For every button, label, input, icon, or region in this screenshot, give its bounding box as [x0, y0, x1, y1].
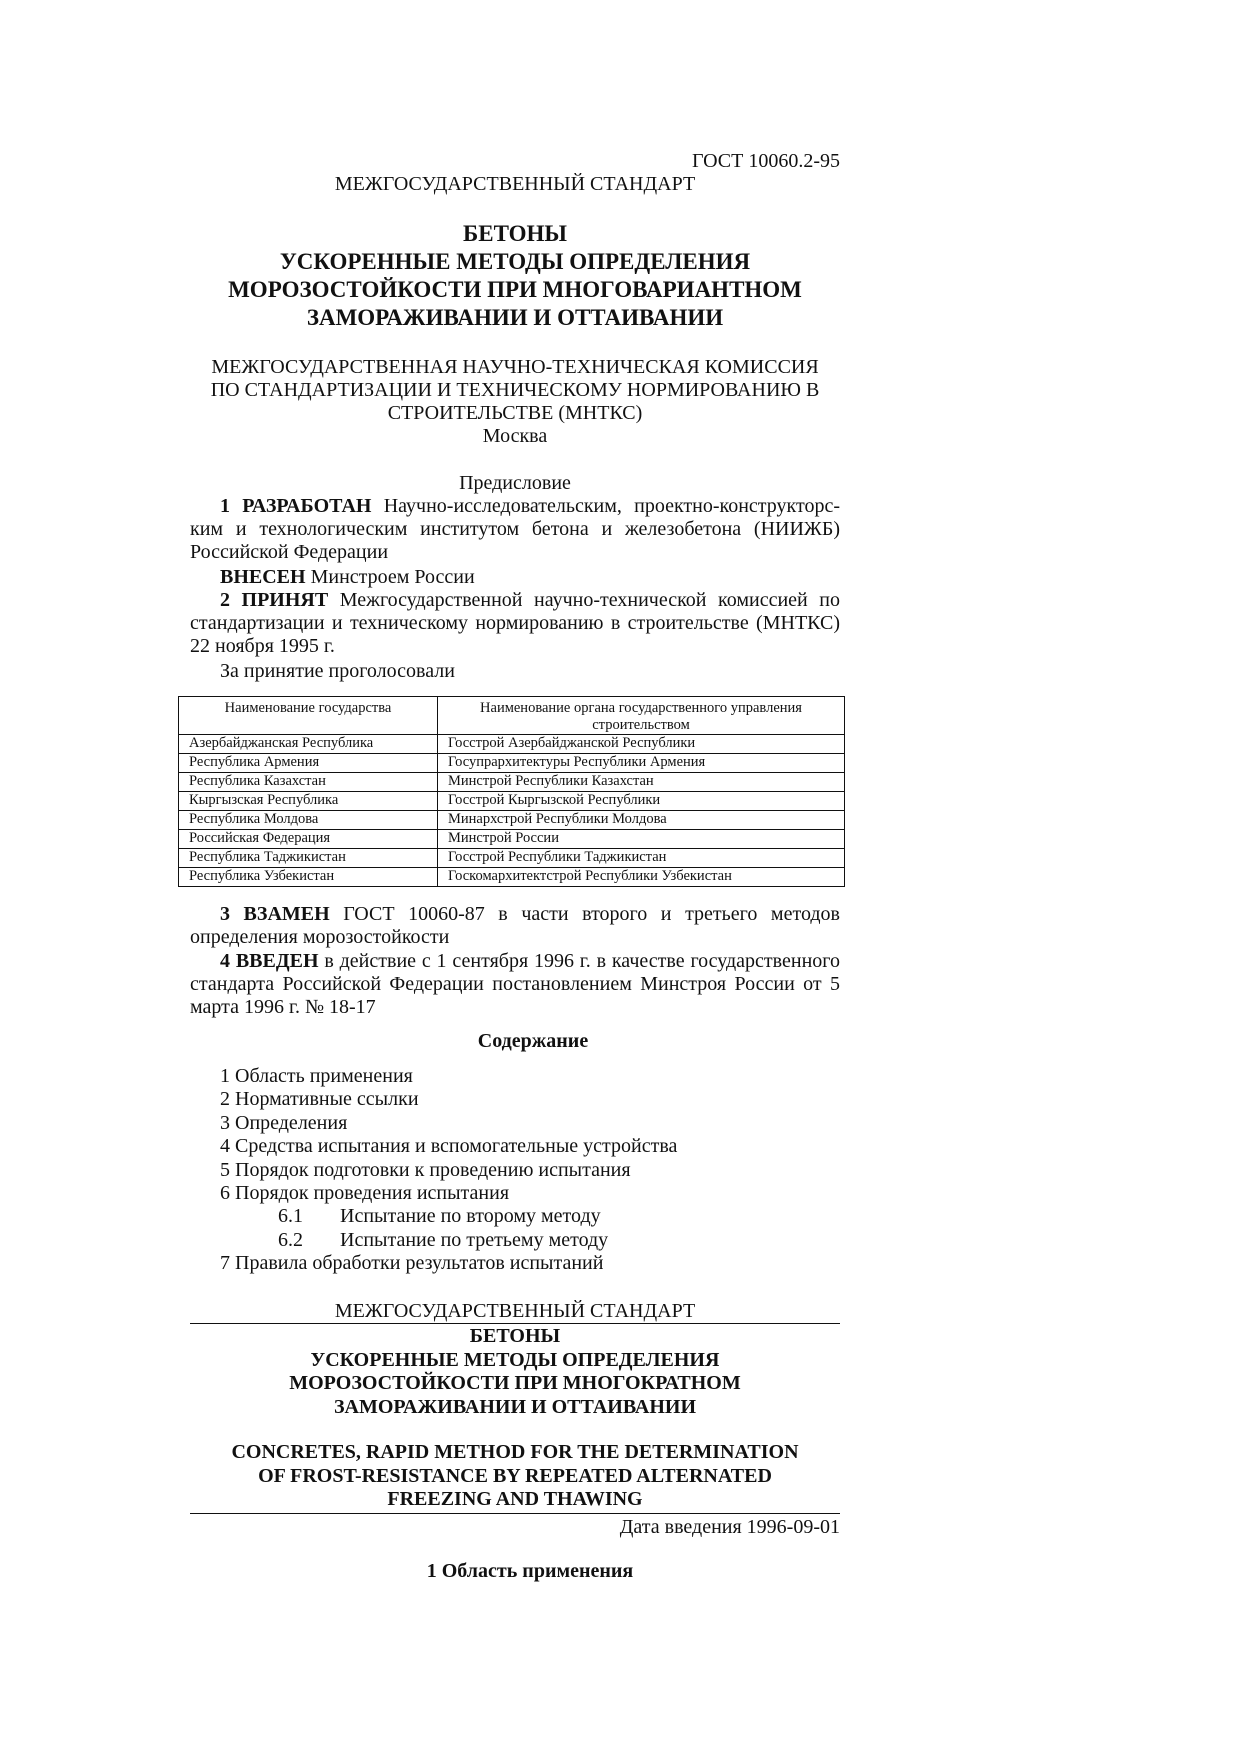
table-cell: Республика Таджикистан [179, 849, 438, 868]
contents-subitem [220, 1229, 677, 1252]
contents-item: 7 Правила обработки результатов испытаний [220, 1252, 604, 1275]
foreword-paragraph-1 [190, 495, 840, 564]
table-cell: Республика Казахстан [179, 773, 438, 792]
publisher-line: СТРОИТЕЛЬСТВЕ (МНТКС) [387, 402, 643, 424]
table-row [179, 754, 845, 773]
voting-table [178, 696, 845, 887]
contents-heading: Содержание [477, 1030, 589, 1052]
table-cell: Минстрой России [438, 830, 845, 849]
en-title-line: FREEZING AND THAWING [387, 1488, 643, 1510]
title-line: УСКОРЕННЫЕ МЕТОДЫ ОПРЕДЕЛЕНИЯ [279, 249, 751, 274]
contents-item: 4 Средства испытания и вспомогательные устройства [220, 1135, 678, 1158]
table-cell: Республика Молдова [179, 811, 438, 830]
table-cell: Азербайджанская Республика [179, 735, 438, 754]
ru-title-line: ЗАМОРАЖИВАНИИ И ОТТАИВАНИИ [333, 1395, 697, 1418]
table-cell: Госстрой Азербайджанской Республики [438, 735, 845, 754]
document-title [190, 220, 840, 332]
publisher-city: Москва [482, 425, 548, 447]
paragraph-text: ГОСТ 10060-87 в части второго и третьего методов определения морозостойкости [190, 903, 840, 948]
paragraph-label: 1 РАЗРАБОТАН [220, 495, 372, 517]
introduced-paragraph [190, 950, 840, 1019]
introduction-date: Дата введения 1996-09-01 [619, 1516, 840, 1538]
contents-list [220, 1065, 677, 1276]
table-cell: Кыргызская Республика [179, 792, 438, 811]
divider [190, 1323, 840, 1324]
subitem-number: 6.2 [278, 1228, 303, 1251]
table-header-cell: Наименование государства [179, 697, 438, 735]
table-cell: Республика Армения [179, 754, 438, 773]
paragraph-text: в действие с 1 сентября 1996 г. в качестве государственного стандарта Российской Федерации постановлением Минстроя России от 5 марта 1996 г. № 18-17 [190, 950, 840, 1018]
subitem-text: Испытание по второму методу [340, 1205, 601, 1228]
paragraph-label: ВНЕСЕН [220, 566, 306, 588]
standard-code: ГОСТ 10060.2-95 [692, 150, 840, 172]
title-line: МОРОЗОСТОЙКОСТИ ПРИ МНОГОВАРИАНТНОМ [228, 277, 802, 302]
publisher-line: МЕЖГОСУДАРСТВЕННАЯ НАУЧНО-ТЕХНИЧЕСКАЯ КОМИССИЯ [211, 356, 819, 378]
contents-item: 2 Нормативные ссылки [220, 1088, 419, 1111]
title-line: БЕТОНЫ [463, 221, 567, 246]
foreword-paragraph-2 [190, 566, 840, 589]
paragraph-text: Научно-исследовательским, проектно-конструкторским и технологическим институтом бетона и железобетона (НИИЖБ) Российской Федерации [190, 495, 841, 563]
section-heading: 1 Область применения [426, 1560, 634, 1582]
contents-item: 5 Порядок подготовки к проведению испытания [220, 1158, 631, 1181]
table-row [179, 792, 845, 811]
paragraph-text: Минстроем России [305, 566, 475, 588]
table-header-row [179, 697, 845, 735]
contents-item: 3 Определения [220, 1111, 348, 1134]
paragraph-text: Межгосударственной научно-технической комиссией по стандартизации и техническому нормированию в строительстве (МНТКС) 22 ноября 1995 г. [190, 589, 841, 657]
table-cell: Минстрой Республики Казахстан [438, 773, 845, 792]
publisher-line: ПО СТАНДАРТИЗАЦИИ И ТЕХНИЧЕСКОМУ НОРМИРОВАНИЮ В [210, 379, 820, 401]
paragraph-label: 2 ПРИНЯТ [220, 589, 329, 611]
foreword-paragraph-3 [190, 589, 840, 658]
subitem-text: Испытание по третьему методу [340, 1228, 609, 1251]
table-cell: Госстрой Республики Таджикистан [438, 849, 845, 868]
table-cell: Республика Узбекистан [179, 868, 438, 887]
contents-item: 6 Порядок проведения испытания [220, 1181, 510, 1204]
table-row [179, 811, 845, 830]
contents-item: 1 Область применения [220, 1065, 413, 1087]
table-row [179, 735, 845, 754]
ru-title-line: БЕТОНЫ [469, 1325, 561, 1347]
standard-type: МЕЖГОСУДАРСТВЕННЫЙ СТАНДАРТ [334, 173, 696, 195]
table-row [179, 773, 845, 792]
paragraph-label: 4 ВВЕДЕН [220, 950, 319, 972]
table-row [179, 868, 845, 887]
en-title-line: CONCRETES, RAPID METHOD FOR THE DETERMINATION [231, 1441, 799, 1463]
en-title-line: OF FROST-RESISTANCE BY REPEATED ALTERNATED [258, 1464, 772, 1487]
title-line: ЗАМОРАЖИВАНИИ И ОТТАИВАНИИ [306, 305, 724, 330]
table-cell: Минархстрой Республики Молдова [438, 811, 845, 830]
vote-intro [190, 660, 840, 683]
contents-subitem [220, 1205, 677, 1228]
en-title-block [190, 1441, 840, 1512]
replaces-paragraph [190, 903, 840, 949]
table-cell: Госупрархитектуры Республики Армения [438, 754, 845, 773]
vote-intro-text: За принятие проголосовали [220, 660, 455, 682]
foreword-heading: Предисловие [459, 472, 571, 494]
ru-title-line: УСКОРЕННЫЕ МЕТОДЫ ОПРЕДЕЛЕНИЯ [310, 1348, 720, 1371]
table-header-cell: Наименование органа государственного управления строительством [438, 697, 845, 735]
ru-title-line: МОРОЗОСТОЙКОСТИ ПРИ МНОГОКРАТНОМ [289, 1372, 741, 1394]
subitem-number: 6.1 [278, 1205, 303, 1228]
divider [190, 1513, 840, 1514]
table-row [179, 849, 845, 868]
ru-title-block [190, 1325, 840, 1419]
publisher-block [190, 356, 840, 448]
table-row [179, 830, 845, 849]
table-cell: Госстрой Кыргызской Республики [438, 792, 845, 811]
table-cell: Госкомархитектстрой Республики Узбекистан [438, 868, 845, 887]
table-cell: Российская Федерация [179, 830, 438, 849]
standard-type-2: МЕЖГОСУДАРСТВЕННЫЙ СТАНДАРТ [334, 1300, 696, 1322]
paragraph-label: 3 ВЗАМЕН [220, 903, 330, 925]
